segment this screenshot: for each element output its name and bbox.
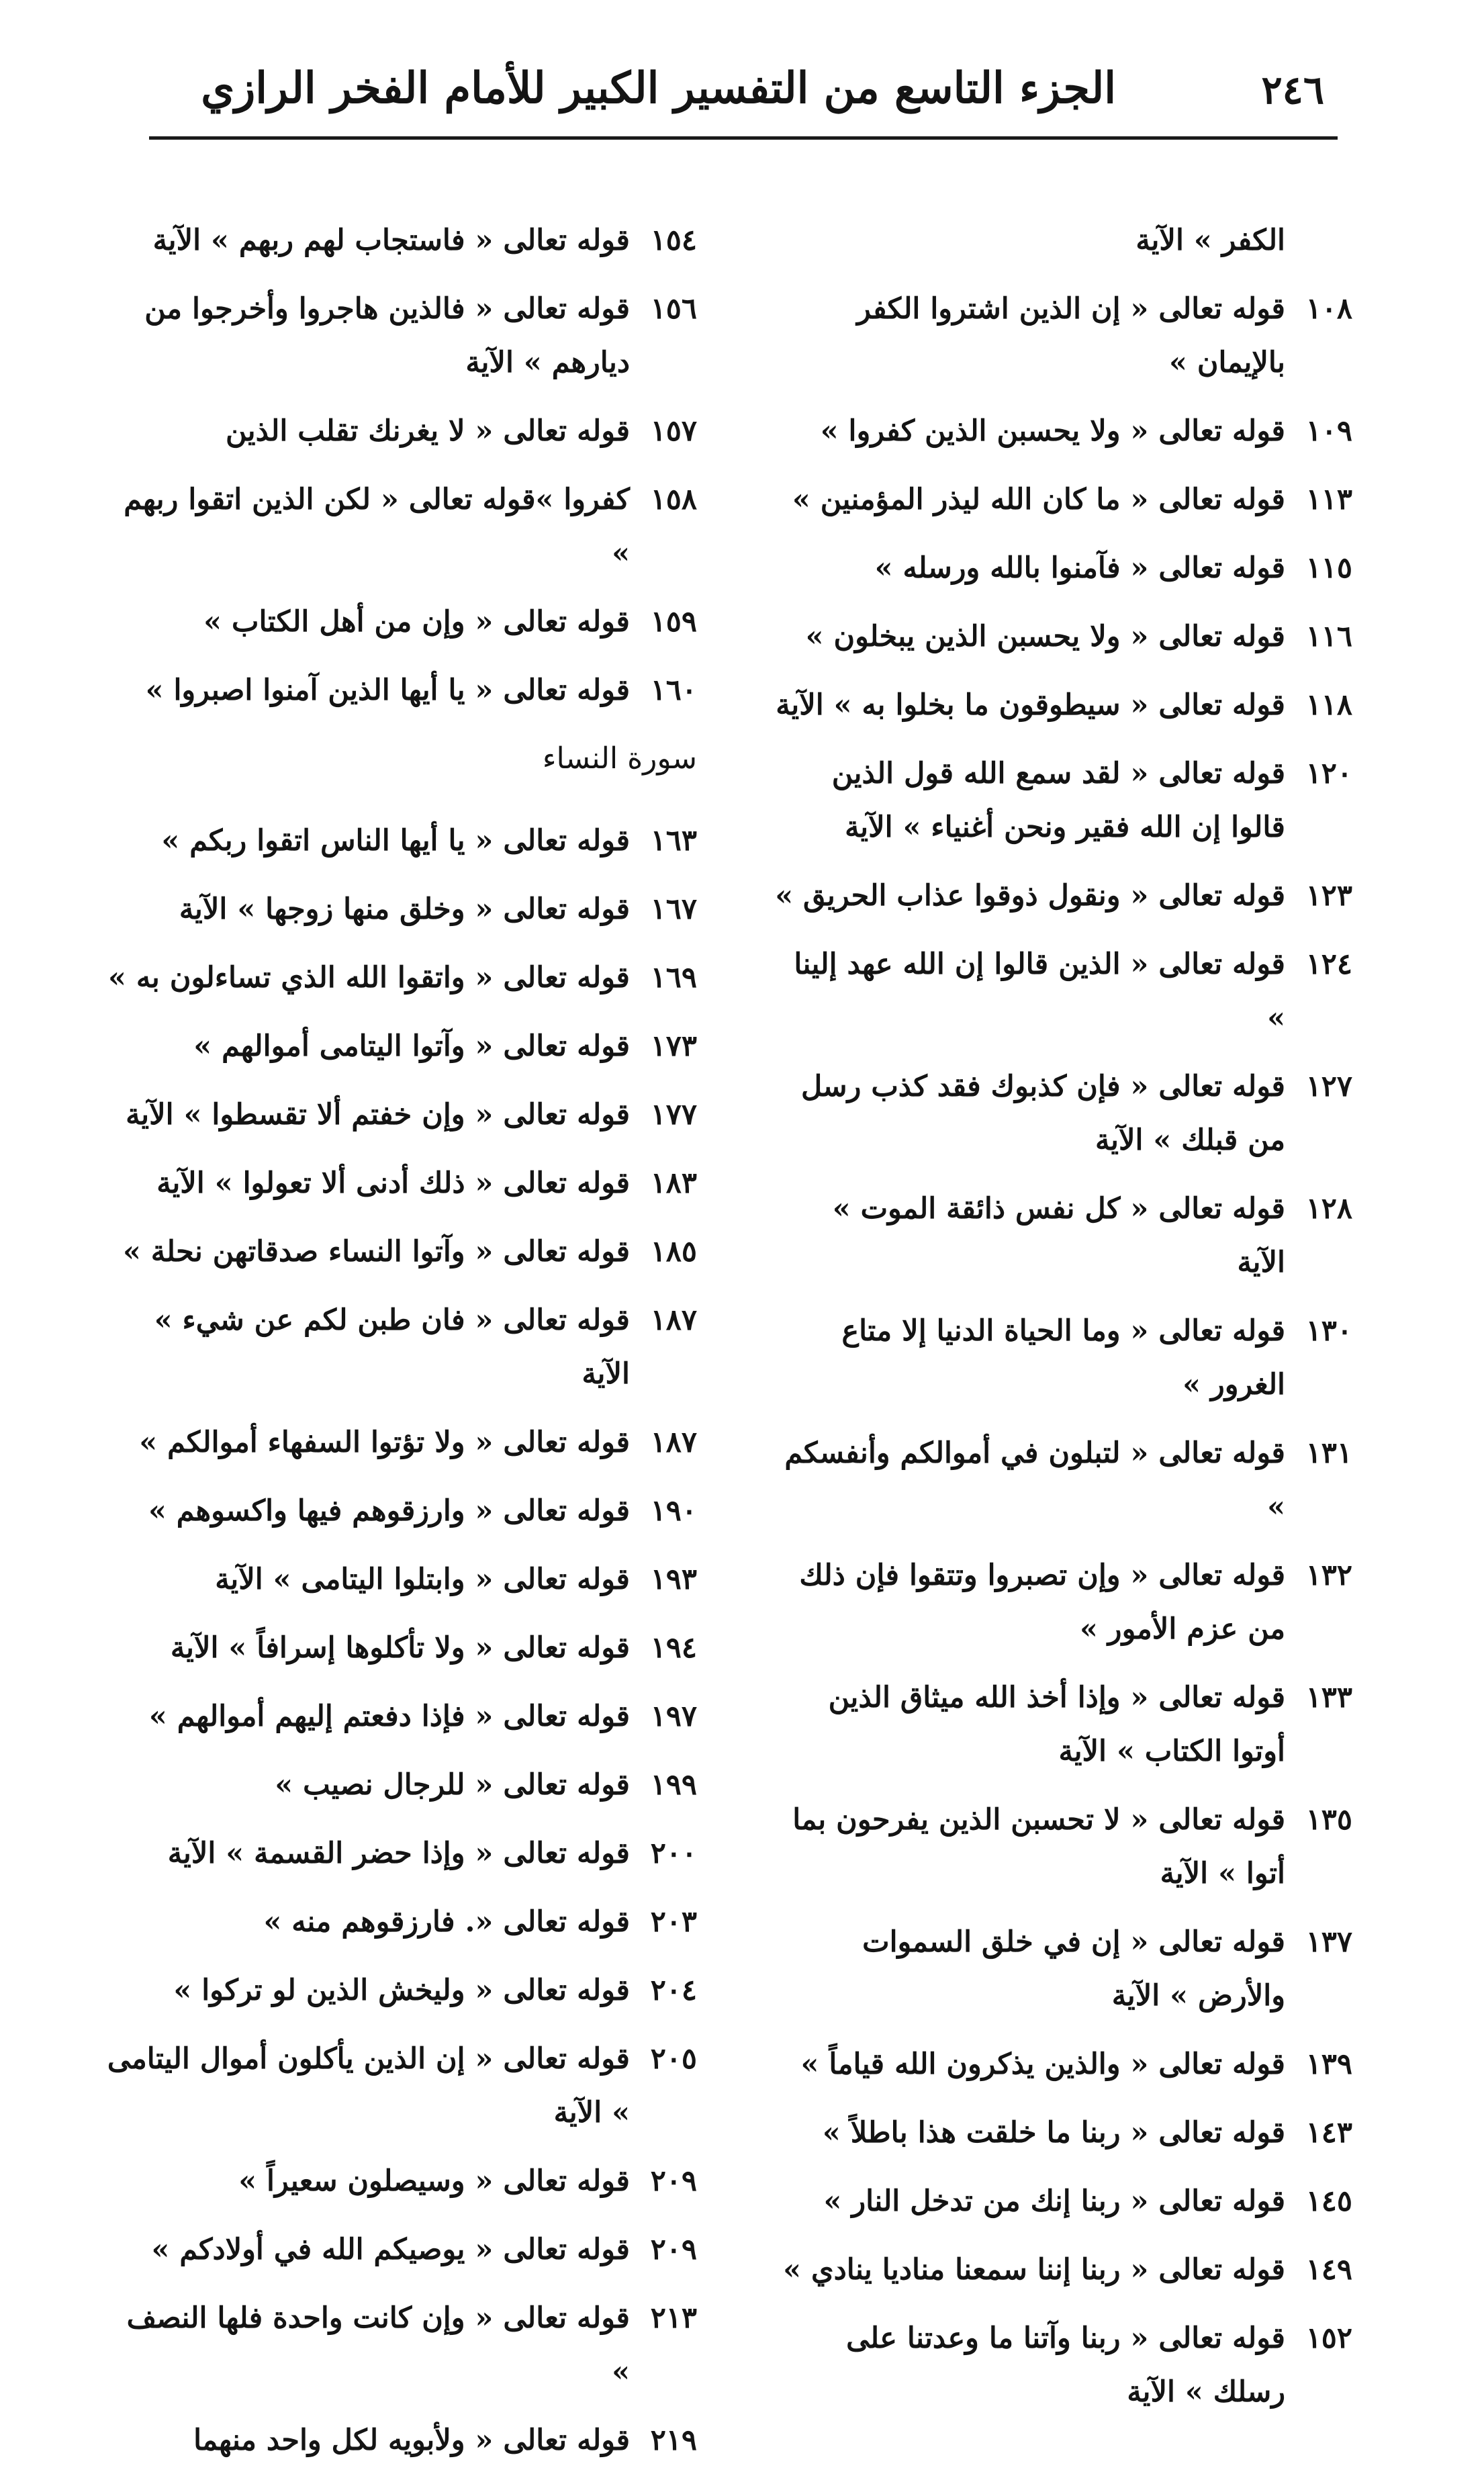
entry-text: قوله تعالى « وإن كانت واحدة فلها النصف » xyxy=(126,2301,630,2389)
entry-text: قوله تعالى « لا تحسبن الذين يفرحون بما أتوا » الآية xyxy=(792,1803,1285,1890)
entry-page-number: ١٩٩ xyxy=(650,1768,697,1802)
index-entry xyxy=(106,404,697,458)
entry-text: قوله تعالى « وما الحياة الدنيا إلا متاع الغرور » xyxy=(841,1314,1285,1401)
entry-page-number: ١٥٧ xyxy=(650,414,697,448)
entry-text: قوله تعالى « وخلق منها زوجها » الآية xyxy=(179,892,630,926)
index-entry xyxy=(775,869,1352,923)
entry-page-number: ١٥٨ xyxy=(650,483,697,516)
entry-text: قوله تعالى « وارزقوهم فيها واكسوهم » xyxy=(148,1494,630,1528)
entry-text: قوله تعالى « ربنا وآتنا ما وعدتنا على رسلك » الآية xyxy=(846,2322,1285,2409)
index-entry xyxy=(106,595,697,649)
entry-page-number: ١٩٠ xyxy=(650,1494,697,1528)
entry-page-number: ١٦٩ xyxy=(650,961,697,995)
index-entry xyxy=(106,2032,697,2140)
entry-text: كفروا »قوله تعالى « لكن الذين اتقوا ربهم » xyxy=(124,483,630,570)
entry-text: قوله تعالى « يا أيها الناس اتقوا ربكم » xyxy=(161,824,630,858)
entry-text: قوله تعالى « إن الذين اشتروا الكفر بالإيمان » xyxy=(857,292,1285,379)
index-entry xyxy=(106,2414,697,2467)
index-entry xyxy=(775,214,1352,267)
page-number: ٢٤٦ xyxy=(1261,67,1324,113)
index-column-right xyxy=(775,214,1352,2434)
entry-page-number: ٢٠٠ xyxy=(650,1837,697,1870)
entry-page-number: ١١٦ xyxy=(1305,620,1352,653)
entry-page-number: ١٢٤ xyxy=(1305,948,1352,981)
entry-text: الكفر » الآية xyxy=(1135,224,1285,257)
entry-text: قوله تعالى « سيطوقون ما بخلوا به » الآية xyxy=(776,688,1285,722)
entry-text: قوله تعالى « لقد سمع الله قول الذين قالوا إن الله فقير ونحن أغنياء » الآية xyxy=(831,757,1285,844)
running-title: الجزء التاسع من التفسير الكبير للأمام الفخر الرازي xyxy=(201,63,1116,113)
entry-text: قوله تعالى « للرجال نصيب » xyxy=(275,1768,630,1802)
header-rule xyxy=(149,136,1338,140)
index-entry xyxy=(106,1156,697,1210)
entry-page-number: ١٨٧ xyxy=(650,1303,697,1337)
entry-text: قوله تعالى « وإن تصبروا وتتقوا فإن ذلك من عزم الأمور » xyxy=(799,1559,1285,1646)
index-entry xyxy=(106,1690,697,1743)
entry-page-number: ١٤٣ xyxy=(1305,2116,1352,2150)
index-entry xyxy=(775,473,1352,526)
entry-page-number: ١١٣ xyxy=(1305,483,1352,516)
entry-page-number: ١٧٣ xyxy=(650,1029,697,1063)
entry-text: قوله تعالى « ربنا إنك من تدخل النار » xyxy=(823,2185,1285,2218)
page-header xyxy=(149,60,1338,128)
entry-text: قوله تعالى « وآتوا النساء صدقاتهن نحلة » xyxy=(122,1235,630,1269)
entry-page-number: ١٣٠ xyxy=(1305,1314,1352,1348)
entry-page-number: ١٣١ xyxy=(1305,1436,1352,1470)
entry-page-number: ١٥٦ xyxy=(650,292,697,326)
index-entry xyxy=(775,2243,1352,2297)
entry-text: قوله تعالى « وابتلوا اليتامى » الآية xyxy=(215,1563,630,1596)
surah-heading: سورة النساء xyxy=(542,741,697,776)
entry-page-number: ٢٠٩ xyxy=(650,2164,697,2198)
entry-page-number: ١٢٣ xyxy=(1305,879,1352,913)
entry-page-number: ١٢٨ xyxy=(1305,1192,1352,1226)
entry-page-number: ١٨٣ xyxy=(650,1166,697,1200)
index-entry xyxy=(775,1426,1352,1534)
entry-text: قوله تعالى « فاستجاب لهم ربهم » الآية xyxy=(152,224,630,257)
index-entry xyxy=(106,1964,697,2017)
entry-text: قوله تعالى « والذين يذكرون الله قياماً » xyxy=(800,2048,1285,2081)
index-entry xyxy=(106,282,697,389)
entry-page-number: ١٠٨ xyxy=(1305,292,1352,326)
entry-page-number: ١٥٩ xyxy=(650,605,697,639)
index-entry xyxy=(775,1793,1352,1900)
index-entry xyxy=(106,2154,697,2208)
entry-page-number: ١٢٠ xyxy=(1305,757,1352,790)
index-entry xyxy=(106,1019,697,1073)
entry-page-number: ٢١٣ xyxy=(650,2301,697,2335)
index-entry xyxy=(775,1060,1352,1167)
entry-text: قوله تعالى « فإن كذبوك فقد كذب رسل من قبلك » الآية xyxy=(800,1070,1285,1157)
entry-page-number: ١٨٧ xyxy=(650,1426,697,1459)
entry-text: قوله تعالى « لا يغرنك تقلب الذين xyxy=(225,414,630,448)
entry-page-number: ٢١٩ xyxy=(650,2424,697,2457)
entry-page-number: ١٣٢ xyxy=(1305,1559,1352,1592)
entry-page-number: ١٤٩ xyxy=(1305,2253,1352,2287)
index-entry xyxy=(775,1671,1352,1778)
index-entry xyxy=(775,937,1352,1045)
entry-page-number: ٢٠٥ xyxy=(650,2042,697,2076)
entry-text: قوله تعالى « ربنا ما خلقت هذا باطلاً » xyxy=(822,2116,1285,2150)
index-entry xyxy=(106,1758,697,1812)
entry-text: قوله تعالى « إن الذين يأكلون أموال اليتامى » الآية xyxy=(107,2042,630,2129)
entry-text: قوله تعالى « فان طبن لكم عن شيء » الآية xyxy=(154,1303,630,1391)
entry-text: قوله تعالى « وليخش الذين لو تركوا » xyxy=(173,1974,630,2007)
entry-text: قوله تعالى « يا أيها الذين آمنوا اصبروا » xyxy=(145,674,630,707)
entry-page-number: ١٣٧ xyxy=(1305,1925,1352,1959)
entry-page-number: ١٦٣ xyxy=(650,824,697,858)
index-entry xyxy=(775,2311,1352,2419)
entry-page-number: ١١٨ xyxy=(1305,688,1352,722)
index-entry xyxy=(775,404,1352,458)
entry-page-number: ١٨٥ xyxy=(650,1235,697,1269)
entry-page-number: ١٦٧ xyxy=(650,892,697,926)
index-entry xyxy=(106,1293,697,1401)
entry-page-number: ١٠٩ xyxy=(1305,414,1352,448)
entry-text: قوله تعالى « وإن من أهل الكتاب » xyxy=(203,605,630,639)
index-entry xyxy=(106,882,697,936)
index-entry xyxy=(775,1915,1352,2023)
entry-text: قوله تعالى « كل نفس ذائقة الموت » الآية xyxy=(832,1192,1285,1279)
index-entry xyxy=(775,1182,1352,1289)
index-entry xyxy=(106,473,697,580)
index-entry xyxy=(775,2106,1352,2160)
entry-text: قوله تعالى « ولا يحسبن الذين يبخلون » xyxy=(805,620,1285,653)
entry-page-number: ١٤٥ xyxy=(1305,2185,1352,2218)
entry-text: قوله تعالى « إن في خلق السموات والأرض » الآية xyxy=(862,1925,1285,2013)
entry-text: قوله تعالى « فالذين هاجروا وأخرجوا من ديارهم » الآية xyxy=(144,292,630,379)
entry-text: قوله تعالى « واتقوا الله الذي تساءلون به » xyxy=(108,961,630,995)
index-entry xyxy=(106,1225,697,1279)
entry-text: قوله تعالى « ونقول ذوقوا عذاب الحريق » xyxy=(775,879,1285,913)
entry-text: قوله تعالى « ولا تأكلوها إسرافاً » الآية xyxy=(170,1631,630,1665)
index-list-upper xyxy=(106,214,697,717)
entry-page-number: ١٥٤ xyxy=(650,224,697,257)
entry-text: قوله تعالى « ما كان الله ليذر المؤمنين » xyxy=(792,483,1285,516)
entry-text: قوله تعالى « ولأبويه لكل واحد منهما xyxy=(193,2424,630,2457)
index-entry xyxy=(106,951,697,1005)
entry-page-number: ١٢٧ xyxy=(1305,1070,1352,1103)
entry-text: قوله تعالى « وإذا أخذ الله ميثاق الذين أوتوا الكتاب » الآية xyxy=(828,1681,1285,1768)
entry-page-number: ١٩٤ xyxy=(650,1631,697,1665)
index-entry xyxy=(106,1895,697,1949)
index-entry xyxy=(775,2174,1352,2228)
index-entry xyxy=(775,282,1352,389)
entry-page-number: ٢٠٩ xyxy=(650,2233,697,2266)
index-entry xyxy=(106,814,697,868)
index-entry xyxy=(106,2291,697,2399)
entry-text: قوله تعالى « وآتوا اليتامى أموالهم » xyxy=(193,1029,630,1063)
entry-text: قوله تعالى « فآمنوا بالله ورسله » xyxy=(874,551,1285,585)
index-entry xyxy=(106,1621,697,1675)
index-entry xyxy=(106,1553,697,1606)
entry-text: قوله تعالى « فإذا دفعتم إليهم أموالهم » xyxy=(148,1700,630,1733)
entry-page-number: ١٦٠ xyxy=(650,674,697,707)
entry-text: قوله تعالى « ولا يحسبن الذين كفروا » xyxy=(820,414,1285,448)
entry-page-number: ١٩٣ xyxy=(650,1563,697,1596)
index-entry xyxy=(775,747,1352,854)
entry-page-number: ١٥٢ xyxy=(1305,2322,1352,2355)
entry-page-number: ٢٠٤ xyxy=(650,1974,697,2007)
index-entry xyxy=(106,663,697,717)
entry-text: قوله تعالى « يوصيكم الله في أولادكم » xyxy=(151,2233,630,2266)
entry-text: قوله تعالى « وسيصلون سعيراً » xyxy=(238,2164,630,2198)
entry-text: قوله تعالى «. فارزقوهم منه » xyxy=(263,1905,630,1939)
entry-page-number: ١٩٧ xyxy=(650,1700,697,1733)
entry-page-number: ١٣٥ xyxy=(1305,1803,1352,1837)
index-list-lower xyxy=(106,814,697,2467)
entry-text: قوله تعالى « ولا تؤتوا السفهاء أموالكم » xyxy=(139,1426,630,1459)
entry-text: قوله تعالى « وإن خفتم ألا تقسطوا » الآية xyxy=(126,1098,630,1132)
index-entry xyxy=(106,1827,697,1880)
entry-text: قوله تعالى « وإذا حضر القسمة » الآية xyxy=(167,1837,630,1870)
index-entry xyxy=(106,1484,697,1538)
entry-page-number: ٢٠٣ xyxy=(650,1905,697,1939)
entry-page-number: ١٧٧ xyxy=(650,1098,697,1132)
index-entry xyxy=(775,610,1352,663)
entry-page-number: ١١٥ xyxy=(1305,551,1352,585)
entry-text: قوله تعالى « ربنا إننا سمعنا مناديا ينادي » xyxy=(783,2253,1285,2287)
index-entry xyxy=(775,678,1352,732)
entry-text: قوله تعالى « الذين قالوا إن الله عهد إلينا » xyxy=(794,948,1285,1035)
index-entry xyxy=(106,2223,697,2277)
index-entry xyxy=(775,1304,1352,1412)
index-entry xyxy=(775,1549,1352,1656)
index-entry xyxy=(775,2037,1352,2091)
index-entry xyxy=(106,1416,697,1469)
entry-page-number: ١٣٣ xyxy=(1305,1681,1352,1714)
index-entry xyxy=(775,541,1352,595)
entry-page-number: ١٣٩ xyxy=(1305,2048,1352,2081)
entry-text: قوله تعالى « ذلك أدنى ألا تعولوا » الآية xyxy=(156,1166,630,1200)
index-entry xyxy=(106,1088,697,1142)
index-entry xyxy=(106,214,697,267)
entry-text: قوله تعالى « لتبلون في أموالكم وأنفسكم » xyxy=(784,1436,1285,1524)
index-column-left xyxy=(106,214,697,2482)
